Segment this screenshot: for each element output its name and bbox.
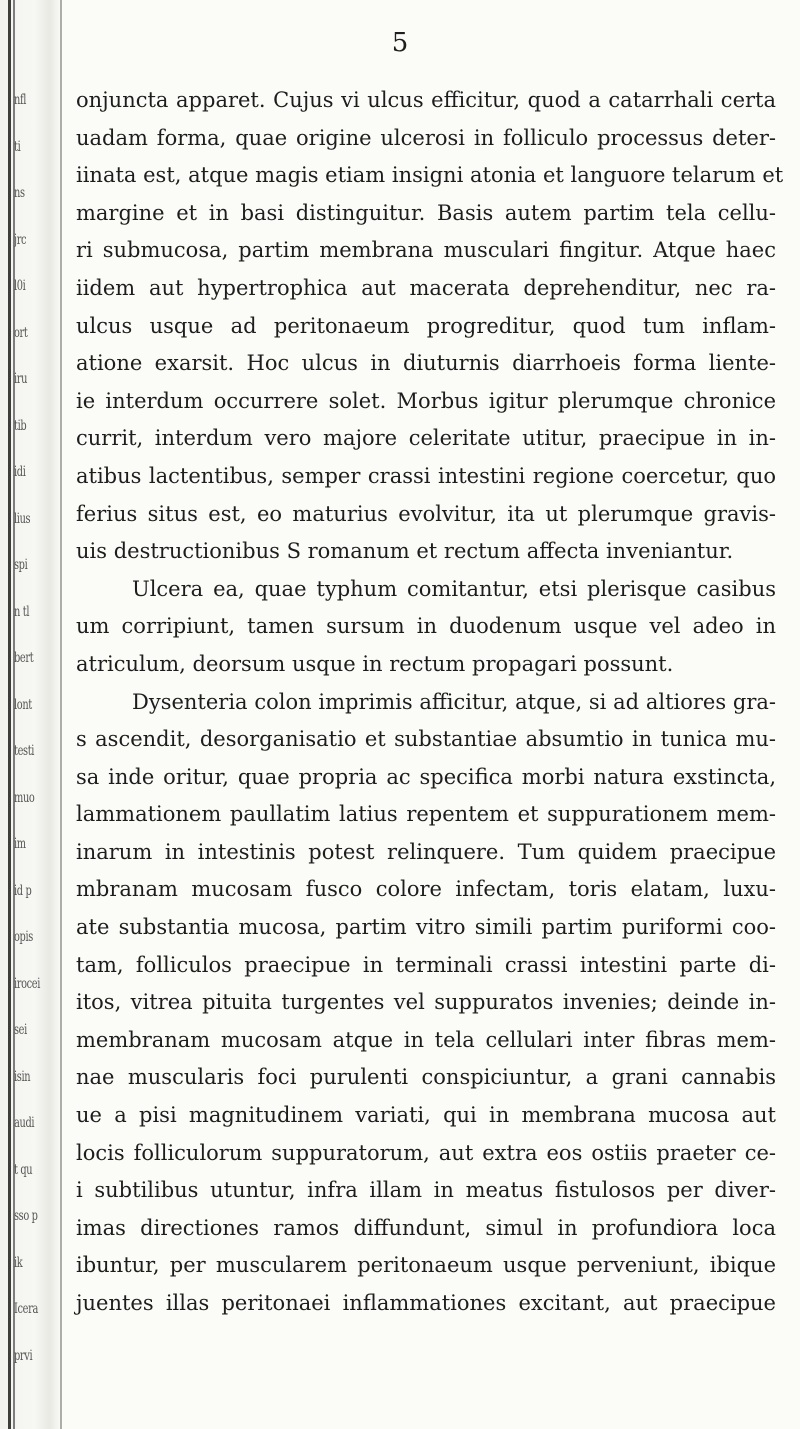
margin-fragment: audi xyxy=(14,1115,35,1131)
text-line: atriculum, deorsum usque in rectum propagari possunt. xyxy=(76,651,674,676)
binding-gutter xyxy=(0,0,62,1429)
text-line: ie interdum occurrere solet. Morbus igitur plerumque chronice xyxy=(76,388,776,413)
text-line: ate substantia mucosa, partim vitro simili partim puriformi coo- xyxy=(76,915,776,940)
text-line: ue a pisi magnitudinem variati, qui in membrana mucosa aut xyxy=(76,1103,776,1128)
text-line: iidem aut hypertrophica aut macerata deprehenditur, nec ra- xyxy=(76,275,776,300)
text-line: atione exarsit. Hoc ulcus in diuturnis diarrhoeis forma liente- xyxy=(76,351,776,376)
text-line: itos, vitrea pituita turgentes vel suppuratos invenies; deinde in- xyxy=(76,990,776,1015)
margin-fragment: lont xyxy=(14,696,32,713)
margin-fragment: lius xyxy=(14,510,31,527)
text-line: Dysenteria colon imprimis afficitur, atque, si ad altiores gra- xyxy=(132,689,776,714)
margin-fragment: n tl xyxy=(14,603,30,620)
margin-fragment: iru xyxy=(14,371,28,387)
margin-fragment: ns xyxy=(14,185,25,201)
margin-fragment: id p xyxy=(14,882,32,899)
text-line: ri submucosa, partim membrana musculari fingitur. Atque haec xyxy=(76,238,776,263)
margin-fragment: muo xyxy=(14,789,35,806)
text-line: membranam mucosam atque in tela cellulari inter fibras mem- xyxy=(76,1027,776,1052)
text-line: uadam forma, quae origine ulcerosi in folliculo processus deter- xyxy=(76,125,776,150)
text-line: mbranam mucosam fusco colore infectam, toris elatam, luxu- xyxy=(76,877,776,902)
margin-fragment: ik xyxy=(14,1254,23,1271)
text-line: ferius situs est, eo maturius evolvitur, ita ut plerumque gravis- xyxy=(76,501,776,526)
text-line: lammationem paullatim latius repentem et suppurationem mem- xyxy=(76,802,776,827)
page-number: 5 xyxy=(391,28,409,58)
margin-fragment: irocei xyxy=(14,975,41,992)
margin-fragment: im xyxy=(14,836,26,852)
text-line: Ulcera ea, quae typhum comitantur, etsi plerisque casibus xyxy=(132,576,776,601)
margin-fragment: testi xyxy=(14,743,35,759)
text-line: atibus lactentibus, semper crassi intestini regione coercetur, quo xyxy=(76,463,776,488)
margin-fragment: ti xyxy=(14,138,21,155)
text-line: tam, folliculos praecipue in terminali crassi intestini parte di- xyxy=(76,952,776,977)
margin-fragment: bert xyxy=(14,650,34,666)
margin-fragment: tib xyxy=(14,417,27,434)
text-line: imas directiones ramos diffundunt, simul in profundiora loca xyxy=(76,1215,776,1240)
gutter-shadow-line xyxy=(8,0,11,1429)
text-line: juentes illas peritonaei inflammationes excitant, aut praecipue xyxy=(76,1291,776,1315)
text-line: sa inde oritur, quae propria ac specifica morbi natura exstincta, xyxy=(76,764,776,789)
margin-fragment: opis xyxy=(14,929,33,945)
text-line: locis folliculorum suppuratorum, aut extra eos ostiis praeter ce- xyxy=(76,1140,776,1165)
text-line: currit, interdum vero majore celeritate utitur, praecipue in in- xyxy=(76,426,776,451)
text-line: margine et in basi distinguitur. Basis autem partim tela cellu- xyxy=(76,200,776,225)
text-line: i subtilibus utuntur, infra illam in meatus fistulosos per diver- xyxy=(76,1178,776,1203)
text-line: nae muscularis foci purulenti conspiciuntur, a grani cannabis xyxy=(76,1065,776,1090)
text-line: ulcus usque ad peritonaeum progreditur, quod tum inflam- xyxy=(76,313,776,338)
margin-fragment: isin xyxy=(14,1068,31,1085)
margin-fragment: Icera xyxy=(14,1301,38,1317)
margin-fragment: idi xyxy=(14,464,26,480)
body-text xyxy=(76,82,784,1323)
margin-fragment: sei xyxy=(14,1022,27,1038)
margin-fragment: t qu xyxy=(14,1161,33,1178)
margin-fragment: ort xyxy=(14,324,28,341)
text-line: s ascendit, desorganisatio et substantiae absumtio in tunica mu- xyxy=(76,727,776,752)
text-line: iinata est, atque magis etiam insigni atonia et languore telarum et xyxy=(76,163,784,188)
text-line: um corripiunt, tamen sursum in duodenum usque vel adeo in xyxy=(76,614,776,639)
margin-fragment: spi xyxy=(14,557,28,573)
text-line: ibuntur, per muscularem peritonaeum usque perveniunt, ibique xyxy=(76,1253,776,1278)
margin-fragment: nfl xyxy=(14,92,27,108)
text-line: uis destructionibus S romanum et rectum affecta inveniantur. xyxy=(76,539,734,564)
text-line: inarum in intestinis potest relinquere. Tum quidem praecipue xyxy=(76,839,776,864)
margin-fragment: l0i xyxy=(14,278,26,294)
margin-fragment: jrc xyxy=(14,231,27,248)
gutter-shadow-line xyxy=(60,0,62,1429)
margin-fragment: prvi xyxy=(14,1347,33,1364)
margin-fragment: sso p xyxy=(14,1208,38,1224)
text-line: onjuncta apparet. Cujus vi ulcus efficitur, quod a catarrhali certa xyxy=(76,88,776,112)
